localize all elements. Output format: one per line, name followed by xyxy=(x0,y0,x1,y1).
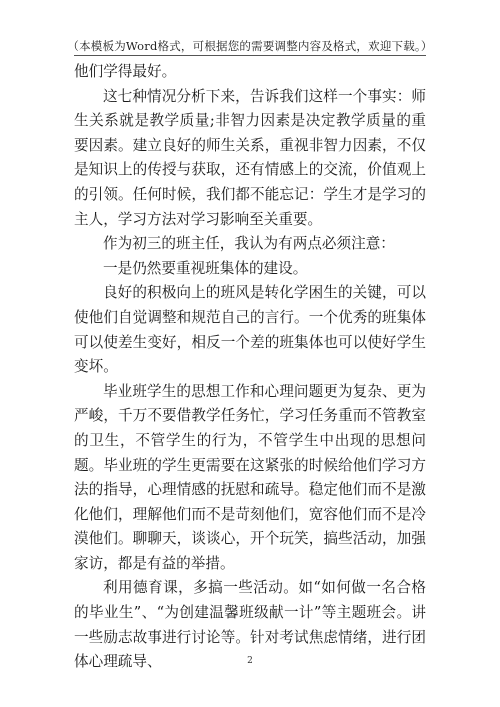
paragraph-intro-points: 作为初三的班主任，我认为有两点必须注意： xyxy=(103,235,395,253)
paragraph-analysis: 这七种情况分析下来，告诉我们这样一个事实：师生关系就是教学质量;非智力因素是决定教学质量的重要因素。建立良好的师生关系，重视非智力因素，不仅是知识上的传授与获取，还有情感上的交流，价值观上的引领。任何时候，我们都不能忘记：学生才是学习的主人，学习方法对学习影响至关重要。 xyxy=(74,87,426,228)
paragraph-moral-education: 利用德育课，多搞一些活动。如“如何做一名合格的毕业生”、“为创建温馨班级献一计”等主题班会。讲一些励志故事进行讨论等。针对考试焦虑情绪，进行团体心理疏导、 xyxy=(74,579,426,671)
header-divider xyxy=(74,55,426,56)
paragraph-point-one: 一是仍然要重视班集体的建设。 xyxy=(103,259,308,277)
template-notice: （本模板为Word格式，可根据您的需要调整内容及格式，欢迎下载。） xyxy=(67,39,433,53)
paragraph-class-spirit: 良好的积极向上的班风是转化学困生的关键，可以使他们自觉调整和规范自己的言行。一个优秀的班集体可以使差生变好，相反一个差的班集体也可以使好学生变坏。 xyxy=(74,284,426,376)
page-number: 2 xyxy=(247,656,253,666)
paragraph-graduating-students: 毕业班学生的思想工作和心理问题更为复杂、更为严峻，千万不要借教学任务忙，学习任务重而不管教室的卫生，不管学生的行为，不管学生中出现的思想问题。毕业班的学生更需要在这紧张的时候给他们学习方法的指导，心理情感的抚慰和疏导。稳定他们而不是激化他们，理解他们而不是苛刻他们，宽容他们而不是冷漠他们。聊聊天，谈谈心，开个玩笑，搞些活动，加强家访，都是有益的举措。 xyxy=(74,382,426,572)
paragraph-continuation: 他们学得最好。 xyxy=(74,63,177,80)
document-body xyxy=(74,60,426,675)
